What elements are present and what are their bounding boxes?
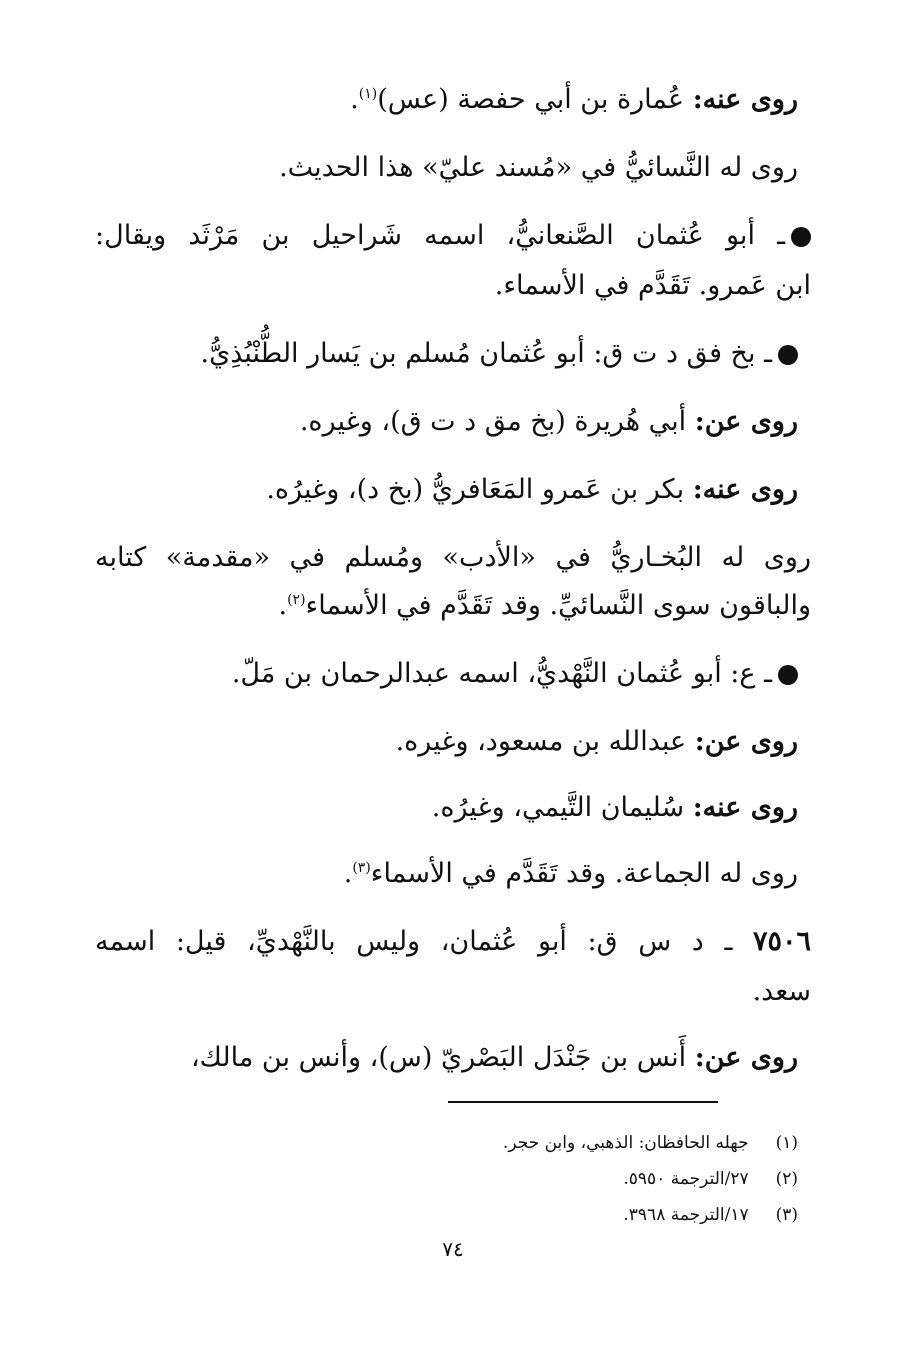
line-narrated-by-2 xyxy=(110,472,798,508)
footnote-ref-2[interactable]: (٢) xyxy=(287,592,306,608)
entry-sanani-line2: ابن عَمرو. تَقَدَّم في الأسماء. xyxy=(494,270,811,301)
line-narration-note-3 xyxy=(110,856,798,892)
line-text: ـ أبو عُثمان الصَّنعانيُّ، اسمه شَراحيل بن مَرْثَد ويقال: xyxy=(95,220,785,251)
line-narration-note-1: روى له النَّسائيُّ في «مُسند عليّ» هذا الحديث. xyxy=(279,152,798,183)
footnote-divider xyxy=(448,1101,718,1103)
entry-sanani-line1 xyxy=(95,218,811,254)
footnote-text: ١٧/الترجمة ٣٩٦٨. xyxy=(623,1205,749,1225)
line-text: والباقون سوى النَّسائيِّ. وقد تَقَدَّم في الأسماء xyxy=(305,590,811,621)
line-tail: . xyxy=(350,84,359,115)
bullet-icon xyxy=(778,345,798,365)
label-narrated-from: روى عن: xyxy=(694,1042,798,1073)
line-tail: . xyxy=(343,858,353,889)
label-narrated-from: روى عن: xyxy=(694,726,798,757)
entry-7506-line2: سعد. xyxy=(752,976,811,1007)
footnote-3 xyxy=(110,1203,798,1227)
footnote-1 xyxy=(110,1131,798,1155)
entry-nahdi xyxy=(110,656,798,692)
bullet-icon xyxy=(778,665,798,685)
line-narrated-by-1 xyxy=(110,82,798,118)
line-text: عبدالله بن مسعود، وغيره. xyxy=(395,726,695,757)
line-narration-note-2b xyxy=(120,588,811,624)
line-text: سُليمان التَّيمي، وغيرُه. xyxy=(431,792,693,823)
label-narrated-by: روى عنه: xyxy=(692,84,798,115)
line-narrated-from-4 xyxy=(110,1040,798,1076)
footnote-number: (٣) xyxy=(775,1205,798,1225)
footnote-number: (١) xyxy=(775,1133,798,1153)
label-narrated-by: روى عنه: xyxy=(692,474,798,505)
line-narration-note-2a: روى له البُخـاريُّ في «الأدب» ومُسلم في «مقدمة» كتابه xyxy=(95,542,811,573)
line-tail: . xyxy=(278,590,288,621)
footnote-text: ٢٧/الترجمة ٥٩٥٠. xyxy=(623,1169,749,1189)
line-text: ـ ع: أبو عُثمان النَّهْديُّ، اسمه عبدالرحمان بن مَلّ. xyxy=(231,658,772,689)
footnote-2 xyxy=(110,1167,798,1191)
footnote-text: جهله الحافظان: الذهبي، وابن حجر. xyxy=(502,1133,749,1153)
footnote-ref-3[interactable]: (٣) xyxy=(352,860,371,876)
entry-number: ٧٥٠٦ xyxy=(752,926,811,957)
line-narrated-from-3 xyxy=(110,724,798,760)
page-number: ٧٤ xyxy=(442,1237,464,1261)
line-text: أَنس بن جَنْدَل البَصْريّ (س)، وأنس بن مالك، xyxy=(190,1042,695,1073)
line-text: روى له الجماعة. وقد تَقَدَّم في الأسماء xyxy=(370,858,798,889)
line-text: عُمارة بن أبي حفصة (عس) xyxy=(377,84,693,115)
label-narrated-from: روى عن: xyxy=(694,406,798,437)
line-narrated-by-3 xyxy=(110,790,798,826)
line-narrated-from-2 xyxy=(110,404,798,440)
entry-7506-line1 xyxy=(95,924,811,960)
bullet-icon xyxy=(791,227,811,247)
entry-tunbudhi xyxy=(110,336,798,372)
label-narrated-by: روى عنه: xyxy=(692,792,798,823)
footnote-number: (٢) xyxy=(775,1169,798,1189)
line-text: ـ بخ فق د ت ق: أبو عُثمان مُسلم بن يَسار الطُّنْبُذِيُّ. xyxy=(200,338,772,369)
line-text: أبي هُريرة (بخ مق د ت ق)، وغيره. xyxy=(299,406,695,437)
line-text: ـ د س ق: أبو عُثمان، وليس بالنَّهْديِّ، قيل: اسمه xyxy=(95,926,753,957)
footnote-ref-1[interactable]: (١) xyxy=(358,86,378,102)
line-text: بكر بن عَمرو المَعَافريُّ (بخ د)، وغيرُه. xyxy=(266,474,693,505)
